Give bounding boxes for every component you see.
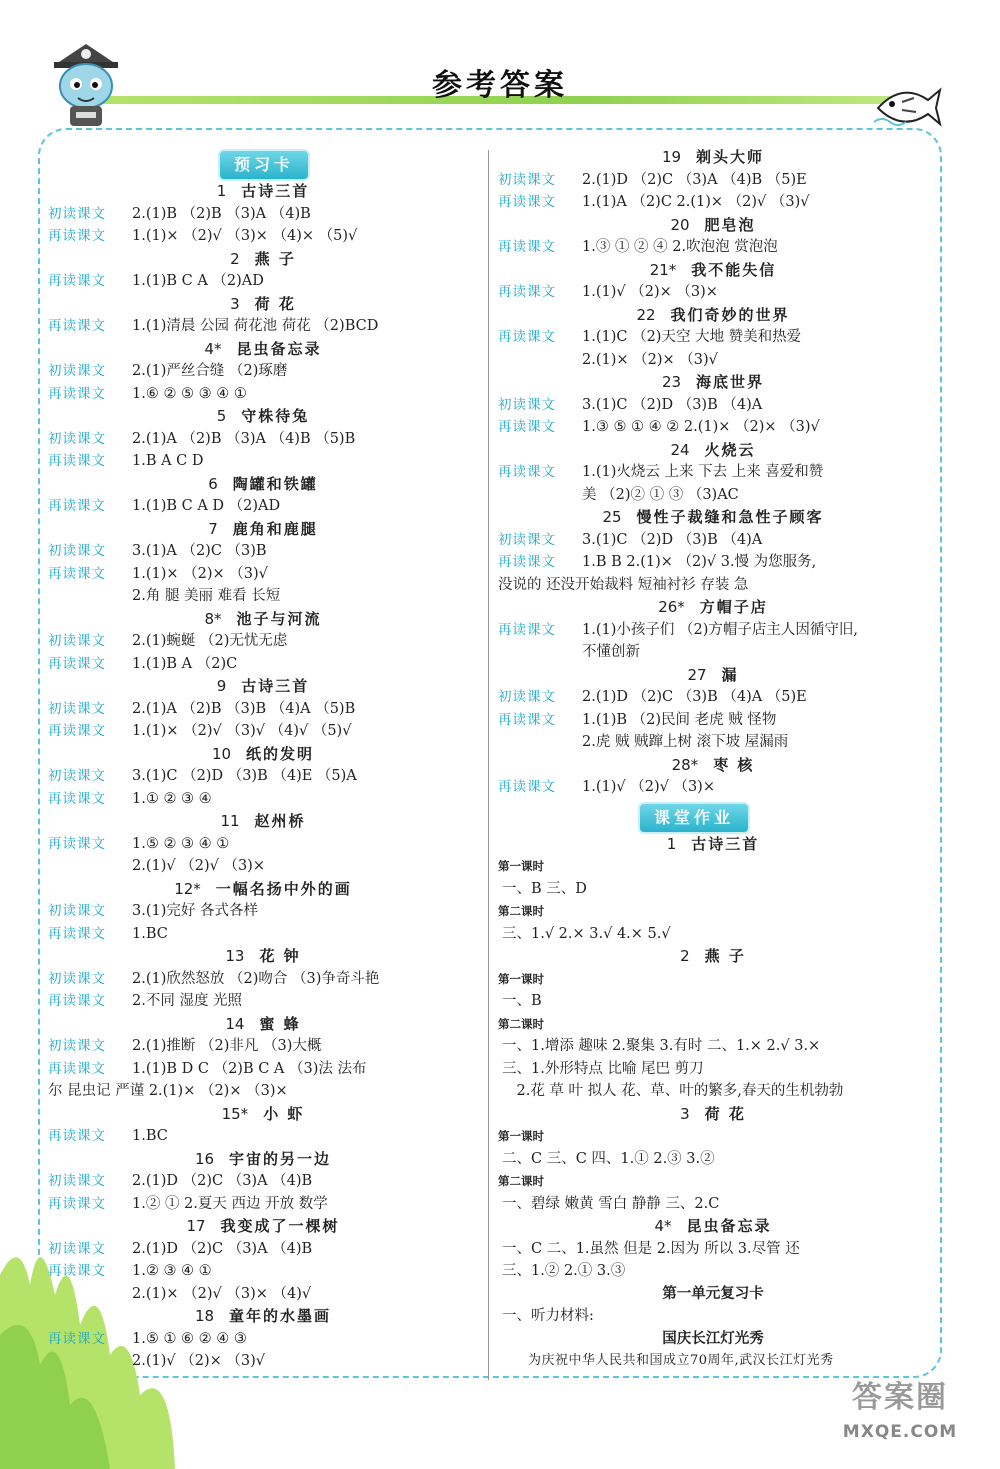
watermark-site: MXQE.COM bbox=[842, 1422, 958, 1442]
homework-answer-line: 三、1.√ 2.× 3.√ 4.× 5.√ bbox=[502, 925, 671, 942]
reading-tag: 初读课文 bbox=[48, 363, 106, 379]
lesson-heading bbox=[48, 338, 478, 361]
answer-line bbox=[48, 428, 478, 451]
answer-line bbox=[48, 563, 478, 586]
lesson-title: 我们奇妙的世界 bbox=[670, 305, 790, 324]
answer-line bbox=[498, 709, 928, 732]
reading-tag: 初读课文 bbox=[48, 700, 106, 717]
answer-line bbox=[498, 551, 928, 574]
answer-line bbox=[48, 788, 478, 811]
lesson-number: 14 bbox=[225, 1014, 245, 1033]
reading-tag: 再读课文 bbox=[48, 790, 106, 807]
lesson-title: 剃头大师 bbox=[696, 148, 765, 166]
answer-text: 1.② ① 2.夏天 西边 开放 数学 bbox=[132, 1195, 328, 1212]
answer-text: 3.(1)A （2)C （3)B bbox=[132, 543, 267, 559]
right-column bbox=[498, 146, 928, 1373]
lesson-title: 肥皂泡 bbox=[704, 215, 756, 234]
answer-text: 2.(1)B （2)B （3)A （4)B bbox=[132, 205, 311, 222]
lesson-title: 昆虫备忘录 bbox=[686, 1217, 772, 1235]
answer-text: 1.(1)× （2)× （3)√ bbox=[132, 565, 268, 582]
lesson-heading bbox=[498, 664, 928, 687]
lesson-heading bbox=[48, 473, 478, 496]
answer-text: 2.(1)严丝合缝 （2)琢磨 bbox=[132, 363, 288, 379]
lesson-title: 古诗三首 bbox=[241, 677, 310, 695]
lesson-heading bbox=[498, 146, 928, 169]
answer-text: 2.(1)推断 （2)非凡 （3)大概 bbox=[132, 1038, 322, 1054]
answer-text: 1.(1)C （2)天空 大地 赞美和热爱 bbox=[582, 329, 802, 345]
homework-answer-line: 三、1.外形特点 比喻 尾巴 剪刀 bbox=[502, 1060, 704, 1077]
reading-tag: 初读课文 bbox=[48, 768, 106, 784]
lesson-title: 我变成了一棵树 bbox=[220, 1217, 340, 1235]
reading-tag: 初读课文 bbox=[48, 970, 106, 987]
answer-line bbox=[498, 281, 928, 304]
lesson-heading bbox=[48, 518, 478, 541]
homework-answer-line: 三、1.② 2.① 3.③ bbox=[502, 1263, 626, 1279]
class-period-label: 第一课时 bbox=[498, 859, 544, 873]
lesson-title: 慢性子裁缝和急性子顾客 bbox=[636, 508, 824, 526]
answer-text: 2.(1)D （2)C （3)B （4)A （5)E bbox=[582, 689, 807, 705]
reading-tag: 初读课文 bbox=[48, 205, 106, 222]
lesson-heading bbox=[48, 1305, 478, 1328]
lesson-title: 昆虫备忘录 bbox=[236, 339, 322, 358]
lesson-title: 荷 花 bbox=[704, 1104, 746, 1123]
lesson-number: 11 bbox=[220, 812, 240, 830]
lesson-heading bbox=[48, 945, 478, 968]
reading-tag: 初读课文 bbox=[498, 531, 556, 548]
lesson-number: 4* bbox=[654, 1217, 672, 1235]
lesson-heading bbox=[498, 596, 928, 619]
lesson-number: 6 bbox=[208, 474, 218, 493]
answer-line bbox=[48, 1170, 478, 1193]
lesson-title: 纸的发明 bbox=[246, 744, 315, 763]
answer-line bbox=[48, 968, 478, 991]
answer-text: 1.B B 2.(1)× （2)√ 3.慢 为您服务, bbox=[582, 554, 817, 570]
reading-tag: 再读课文 bbox=[498, 194, 556, 210]
homework-answer-line: 2.花 草 叶 拟人 花、草、叶的繁多,春天的生机勃勃 bbox=[502, 1083, 844, 1099]
reading-tag: 再读课文 bbox=[498, 779, 556, 795]
lesson-title: 守株待兔 bbox=[241, 407, 310, 425]
answer-text: 1.(1)小孩子们 （2)方帽子店主人因循守旧, bbox=[582, 621, 858, 638]
answer-wrap-line: 尔 昆虫记 严谨 2.(1)× （2)× （3)× bbox=[48, 1083, 288, 1099]
answer-line bbox=[48, 383, 478, 406]
answer-text: 2.(1)欣然怒放 （2)吻合 （3)争奇斗艳 bbox=[132, 970, 380, 987]
answer-line bbox=[498, 686, 928, 709]
answer-line bbox=[498, 236, 928, 259]
lesson-title: 海底世界 bbox=[696, 373, 765, 391]
answer-line bbox=[48, 1260, 478, 1283]
lesson-heading bbox=[48, 878, 478, 901]
answer-line bbox=[498, 529, 928, 552]
reading-tag: 再读课文 bbox=[48, 723, 106, 739]
answer-line bbox=[48, 698, 478, 721]
answer-continuation: 美 （2)② ① ③ （3)AC bbox=[582, 486, 739, 503]
lesson-heading bbox=[498, 945, 928, 968]
reading-tag: 再读课文 bbox=[48, 835, 106, 852]
answer-line bbox=[48, 450, 478, 473]
lesson-number: 16 bbox=[194, 1149, 215, 1168]
reading-tag: 再读课文 bbox=[48, 228, 106, 244]
lesson-heading bbox=[498, 259, 928, 282]
lesson-number: 19 bbox=[661, 148, 682, 166]
answer-text: 1.(1)B C A （2)AD bbox=[132, 273, 264, 289]
answer-text: 2.(1)D （2)C （3)A （4)B bbox=[132, 1240, 313, 1257]
lesson-heading bbox=[498, 371, 928, 394]
lesson-heading bbox=[498, 304, 928, 327]
answer-text: 1.(1)A （2)C 2.(1)× （2)√ （3)√ bbox=[582, 194, 810, 210]
homework-answer-line: 一、1.增添 趣味 2.聚集 3.有时 二、1.× 2.√ 3.× bbox=[502, 1038, 821, 1054]
answer-line bbox=[48, 203, 478, 226]
lesson-number: 18 bbox=[194, 1307, 215, 1325]
answer-line bbox=[48, 720, 478, 743]
lesson-title: 陶罐和铁罐 bbox=[232, 474, 318, 493]
answer-text: 1.⑤ ② ③ ④ ① bbox=[132, 835, 230, 852]
answer-line bbox=[498, 326, 928, 349]
lesson-heading bbox=[48, 1013, 478, 1036]
answer-text: 3.(1)C （2)D （3)B （4)A bbox=[582, 396, 763, 413]
lesson-title: 蜜 蜂 bbox=[259, 1014, 301, 1033]
lesson-title: 燕 子 bbox=[254, 249, 296, 268]
lesson-heading bbox=[48, 1215, 478, 1238]
reading-tag: 初读课文 bbox=[48, 903, 106, 919]
answer-line bbox=[48, 1193, 478, 1216]
answer-text: 1.⑤ ① ⑥ ② ④ ③ bbox=[132, 1330, 247, 1347]
answer-line bbox=[498, 169, 928, 192]
listening-text: 为庆祝中华人民共和国成立70周年,武汉长江灯光秀 bbox=[528, 1353, 834, 1368]
lesson-number: 5 bbox=[216, 407, 227, 425]
answer-line bbox=[48, 495, 478, 518]
answer-line bbox=[48, 1238, 478, 1261]
answer-line bbox=[48, 270, 478, 293]
reading-tag: 再读课文 bbox=[48, 655, 106, 672]
homework-answer-line: 一、B bbox=[502, 993, 542, 1009]
lesson-heading bbox=[48, 675, 478, 698]
answer-line bbox=[48, 900, 478, 923]
answer-line bbox=[48, 1035, 478, 1058]
answer-text: 2.(1)A （2)B （3)A （4)B （5)B bbox=[132, 430, 356, 447]
lesson-heading bbox=[498, 506, 928, 529]
lesson-title: 花 钟 bbox=[259, 947, 301, 965]
answer-continuation: 2.(1)× （2)× （3)√ bbox=[582, 351, 718, 368]
answer-text: 1.B A C D bbox=[132, 453, 204, 469]
answer-line bbox=[48, 990, 478, 1013]
class-period-label: 第一课时 bbox=[498, 971, 544, 986]
reading-tag: 再读课文 bbox=[498, 711, 556, 728]
answer-line bbox=[48, 1125, 478, 1148]
lesson-title: 鹿角和鹿腿 bbox=[232, 519, 318, 538]
homework-answer-line: 一、碧绿 嫩黄 雪白 静静 三、2.C bbox=[502, 1195, 720, 1212]
answer-text: 1.BC bbox=[132, 925, 168, 942]
answer-text: 3.(1)C （2)D （3)B （4)E （5)A bbox=[132, 768, 357, 784]
lesson-heading bbox=[48, 1148, 478, 1171]
section-banner-row bbox=[48, 146, 478, 180]
pirate-cat-mascot-icon bbox=[48, 40, 124, 132]
reading-tag: 再读课文 bbox=[498, 284, 556, 300]
answer-text: 1.(1)× （2)√ （3)√ （4)√ （5)√ bbox=[132, 723, 352, 739]
section-banner-row bbox=[498, 799, 928, 833]
lesson-number: 27 bbox=[687, 665, 707, 684]
class-period-label: 第二课时 bbox=[498, 904, 544, 918]
homework-answer-line: 一、B 三、D bbox=[502, 880, 587, 897]
reading-tag: 再读课文 bbox=[48, 498, 106, 514]
reading-tag: 再读课文 bbox=[48, 453, 106, 469]
answer-line bbox=[48, 315, 478, 338]
lesson-number: 7 bbox=[208, 519, 218, 538]
reading-tag: 再读课文 bbox=[48, 385, 106, 402]
answer-text: 1.(1)清晨 公园 荷花池 荷花 （2)BCD bbox=[132, 318, 379, 334]
class-period-label: 第二课时 bbox=[498, 1016, 544, 1031]
section-banner: 课堂作业 bbox=[638, 802, 750, 834]
lesson-heading bbox=[48, 1103, 478, 1126]
answer-line bbox=[48, 833, 478, 856]
answer-text: 2.(1)蜿蜒 （2)无忧无虑 bbox=[132, 633, 288, 649]
answer-continuation: 不懂创新 bbox=[582, 644, 640, 660]
lesson-number: 1 bbox=[216, 182, 227, 200]
reading-tag: 再读课文 bbox=[498, 419, 556, 435]
reading-tag: 初读课文 bbox=[48, 543, 106, 559]
answer-line bbox=[48, 225, 478, 248]
answer-text: 1.(1)B C A D （2)AD bbox=[132, 498, 281, 514]
lesson-number: 8* bbox=[204, 609, 222, 628]
lesson-title: 宇宙的另一边 bbox=[229, 1149, 332, 1168]
lesson-heading bbox=[498, 439, 928, 462]
answer-line bbox=[498, 461, 928, 484]
answer-line bbox=[48, 1328, 478, 1351]
lesson-title: 方帽子店 bbox=[699, 598, 768, 616]
reading-tag: 再读课文 bbox=[498, 621, 556, 638]
reading-tag: 再读课文 bbox=[48, 925, 106, 942]
lesson-title: 我不能失信 bbox=[691, 260, 777, 279]
reading-tag: 再读课文 bbox=[498, 329, 556, 345]
lesson-number: 1 bbox=[666, 834, 677, 853]
lesson-title: 古诗三首 bbox=[691, 834, 760, 853]
reading-tag: 再读课文 bbox=[48, 1195, 106, 1212]
answer-text: 1.(1)火烧云 上来 下去 上来 喜爱和赞 bbox=[582, 464, 824, 480]
answer-line bbox=[48, 360, 478, 383]
homework-answer-line: 二、C 三、C 四、1.① 2.③ 3.② bbox=[502, 1150, 715, 1167]
unit-heading: 第一单元复习卡 bbox=[662, 1285, 764, 1302]
reading-tag: 再读课文 bbox=[498, 554, 556, 570]
page-title: 参考答案 bbox=[432, 68, 568, 103]
lesson-title: 荷 花 bbox=[254, 294, 296, 313]
lesson-heading bbox=[498, 214, 928, 237]
lesson-heading bbox=[498, 1215, 928, 1238]
reading-tag: 初读课文 bbox=[48, 430, 106, 447]
lesson-number: 26* bbox=[658, 598, 685, 616]
answer-line bbox=[498, 191, 928, 214]
reading-tag: 初读课文 bbox=[48, 1038, 106, 1054]
lesson-title: 漏 bbox=[721, 665, 739, 684]
unit-heading: 国庆长江灯光秀 bbox=[662, 1330, 764, 1347]
lesson-number: 10 bbox=[211, 744, 232, 763]
reading-tag: 初读课文 bbox=[498, 171, 556, 188]
answer-text: 1.BC bbox=[132, 1128, 168, 1144]
lesson-number: 12* bbox=[174, 879, 201, 898]
lesson-number: 25 bbox=[602, 508, 622, 526]
lesson-heading bbox=[48, 405, 478, 428]
reading-tag: 再读课文 bbox=[48, 273, 106, 289]
answer-text: 1.(1)√ （2)× （3)× bbox=[582, 284, 718, 300]
answer-text: 3.(1)完好 各式各样 bbox=[132, 903, 258, 919]
reading-tag: 初读课文 bbox=[48, 1240, 106, 1257]
lesson-number: 23 bbox=[661, 373, 682, 391]
answer-line bbox=[48, 923, 478, 946]
column-divider bbox=[488, 150, 489, 1380]
lesson-heading bbox=[498, 1103, 928, 1126]
reading-tag: 初读课文 bbox=[498, 396, 556, 413]
answer-text: 3.(1)C （2)D （3)B （4)A bbox=[582, 531, 763, 548]
reading-tag: 再读课文 bbox=[498, 464, 556, 480]
answer-line bbox=[498, 776, 928, 799]
lesson-title: 池子与河流 bbox=[236, 609, 322, 628]
reading-tag: 再读课文 bbox=[48, 1330, 106, 1347]
lesson-title: 古诗三首 bbox=[241, 182, 310, 200]
reading-tag: 再读课文 bbox=[48, 565, 106, 582]
reading-tag: 再读课文 bbox=[498, 239, 556, 255]
answer-line bbox=[48, 540, 478, 563]
answer-text: 2.(1)D （2)C （3)A （4)B （5)E bbox=[582, 171, 807, 188]
answer-continuation: 2.角 腿 美丽 难看 长短 bbox=[132, 588, 281, 604]
reading-tag: 再读课文 bbox=[48, 1060, 106, 1077]
answer-text: 1.③ ① ② ④ 2.吹泡泡 赏泡泡 bbox=[582, 239, 778, 255]
answer-continuation: 2.(1)√ （2)× （3)√ bbox=[132, 1353, 265, 1369]
lesson-number: 9 bbox=[216, 677, 227, 695]
answer-text: 1.(1)√ （2)√ （3)× bbox=[582, 779, 715, 795]
lesson-heading bbox=[48, 248, 478, 271]
lesson-heading bbox=[48, 608, 478, 631]
lesson-heading bbox=[48, 810, 478, 833]
answer-line bbox=[48, 630, 478, 653]
lesson-title: 火烧云 bbox=[704, 440, 756, 459]
answer-wrap-line: 没说的 还没开始裁料 短袖衬衫 存装 急 bbox=[498, 576, 749, 593]
answer-text: 1.② ③ ④ ① bbox=[132, 1263, 212, 1279]
lesson-title: 枣 核 bbox=[713, 755, 755, 774]
homework-answer-line: 一、C 二、1.虽然 但是 2.因为 所以 3.尽管 还 bbox=[502, 1240, 800, 1257]
lesson-number: 3 bbox=[230, 294, 240, 313]
lesson-heading bbox=[498, 833, 928, 856]
answer-line bbox=[48, 1058, 478, 1081]
lesson-heading bbox=[48, 180, 478, 203]
lesson-number: 20 bbox=[670, 215, 690, 234]
reading-tag: 再读课文 bbox=[48, 993, 106, 1009]
class-period-label: 第二课时 bbox=[498, 1174, 544, 1188]
answer-text: 1.(1)B D C （2)B C A （3)法 法布 bbox=[132, 1060, 367, 1077]
lesson-heading bbox=[48, 293, 478, 316]
answer-text: 2.(1)A （2)B （3)B （4)A （5)B bbox=[132, 700, 356, 717]
lesson-number: 2 bbox=[680, 947, 690, 965]
lesson-title: 赵州桥 bbox=[254, 812, 306, 830]
lesson-number: 15* bbox=[221, 1104, 249, 1123]
answer-text: 1.(1)× （2)√ （3)× （4)× （5)√ bbox=[132, 228, 358, 244]
section-banner: 预习卡 bbox=[218, 149, 310, 181]
reading-tag: 初读课文 bbox=[48, 1173, 106, 1189]
watermark-text: 答案圈 bbox=[852, 1380, 948, 1415]
reading-tag: 再读课文 bbox=[48, 318, 106, 334]
fish-mascot-icon bbox=[872, 74, 944, 134]
answer-line bbox=[498, 619, 928, 642]
answer-line bbox=[498, 416, 928, 439]
answer-line bbox=[498, 394, 928, 417]
reading-tag: 初读课文 bbox=[498, 689, 556, 705]
class-period-label: 第一课时 bbox=[498, 1129, 544, 1143]
lesson-title: 童年的水墨画 bbox=[229, 1307, 332, 1325]
reading-tag: 初读课文 bbox=[48, 633, 106, 649]
answer-continuation: 2.虎 贼 贼蹿上树 滚下坡 屋漏雨 bbox=[582, 734, 789, 750]
answer-text: 1.(1)B （2)民间 老虎 贼 怪物 bbox=[582, 711, 777, 728]
lesson-number: 28* bbox=[671, 755, 699, 774]
lesson-title: 燕 子 bbox=[704, 947, 746, 965]
answer-text: 2.不同 湿度 光照 bbox=[132, 993, 243, 1009]
answer-text: 1.③ ⑤ ① ④ ② 2.(1)× （2)× （3)√ bbox=[582, 419, 820, 435]
lesson-number: 17 bbox=[186, 1217, 206, 1235]
answer-text: 2.(1)D （2)C （3)A （4)B bbox=[132, 1173, 313, 1189]
answer-line bbox=[48, 765, 478, 788]
lesson-number: 22 bbox=[636, 305, 656, 324]
lesson-heading bbox=[498, 754, 928, 777]
answer-text: 1.① ② ③ ④ bbox=[132, 790, 212, 807]
lesson-heading bbox=[48, 743, 478, 766]
answer-text: 1.⑥ ② ⑤ ③ ④ ① bbox=[132, 385, 247, 402]
answer-continuation: 2.(1)√ （2)√ （3)× bbox=[132, 858, 265, 874]
lesson-number: 21* bbox=[649, 260, 677, 279]
left-column bbox=[48, 146, 478, 1373]
lesson-number: 3 bbox=[680, 1104, 690, 1123]
lesson-title: 小 虾 bbox=[263, 1104, 305, 1123]
answer-continuation: 2.(1)× （2)√ （3)× （4)√ bbox=[132, 1285, 312, 1302]
reading-tag: 再读课文 bbox=[48, 1263, 106, 1279]
reading-tag: 再读课文 bbox=[48, 1128, 106, 1144]
answer-line bbox=[48, 653, 478, 676]
homework-answer-line: 一、听力材料: bbox=[502, 1308, 594, 1324]
watermark bbox=[810, 1372, 990, 1462]
lesson-title: 一幅名扬中外的画 bbox=[215, 879, 352, 898]
lesson-number: 4* bbox=[204, 339, 222, 358]
lesson-number: 24 bbox=[670, 440, 690, 459]
answer-text: 1.(1)B A （2)C bbox=[132, 655, 238, 672]
lesson-number: 13 bbox=[225, 947, 245, 965]
lesson-number: 2 bbox=[230, 249, 240, 268]
